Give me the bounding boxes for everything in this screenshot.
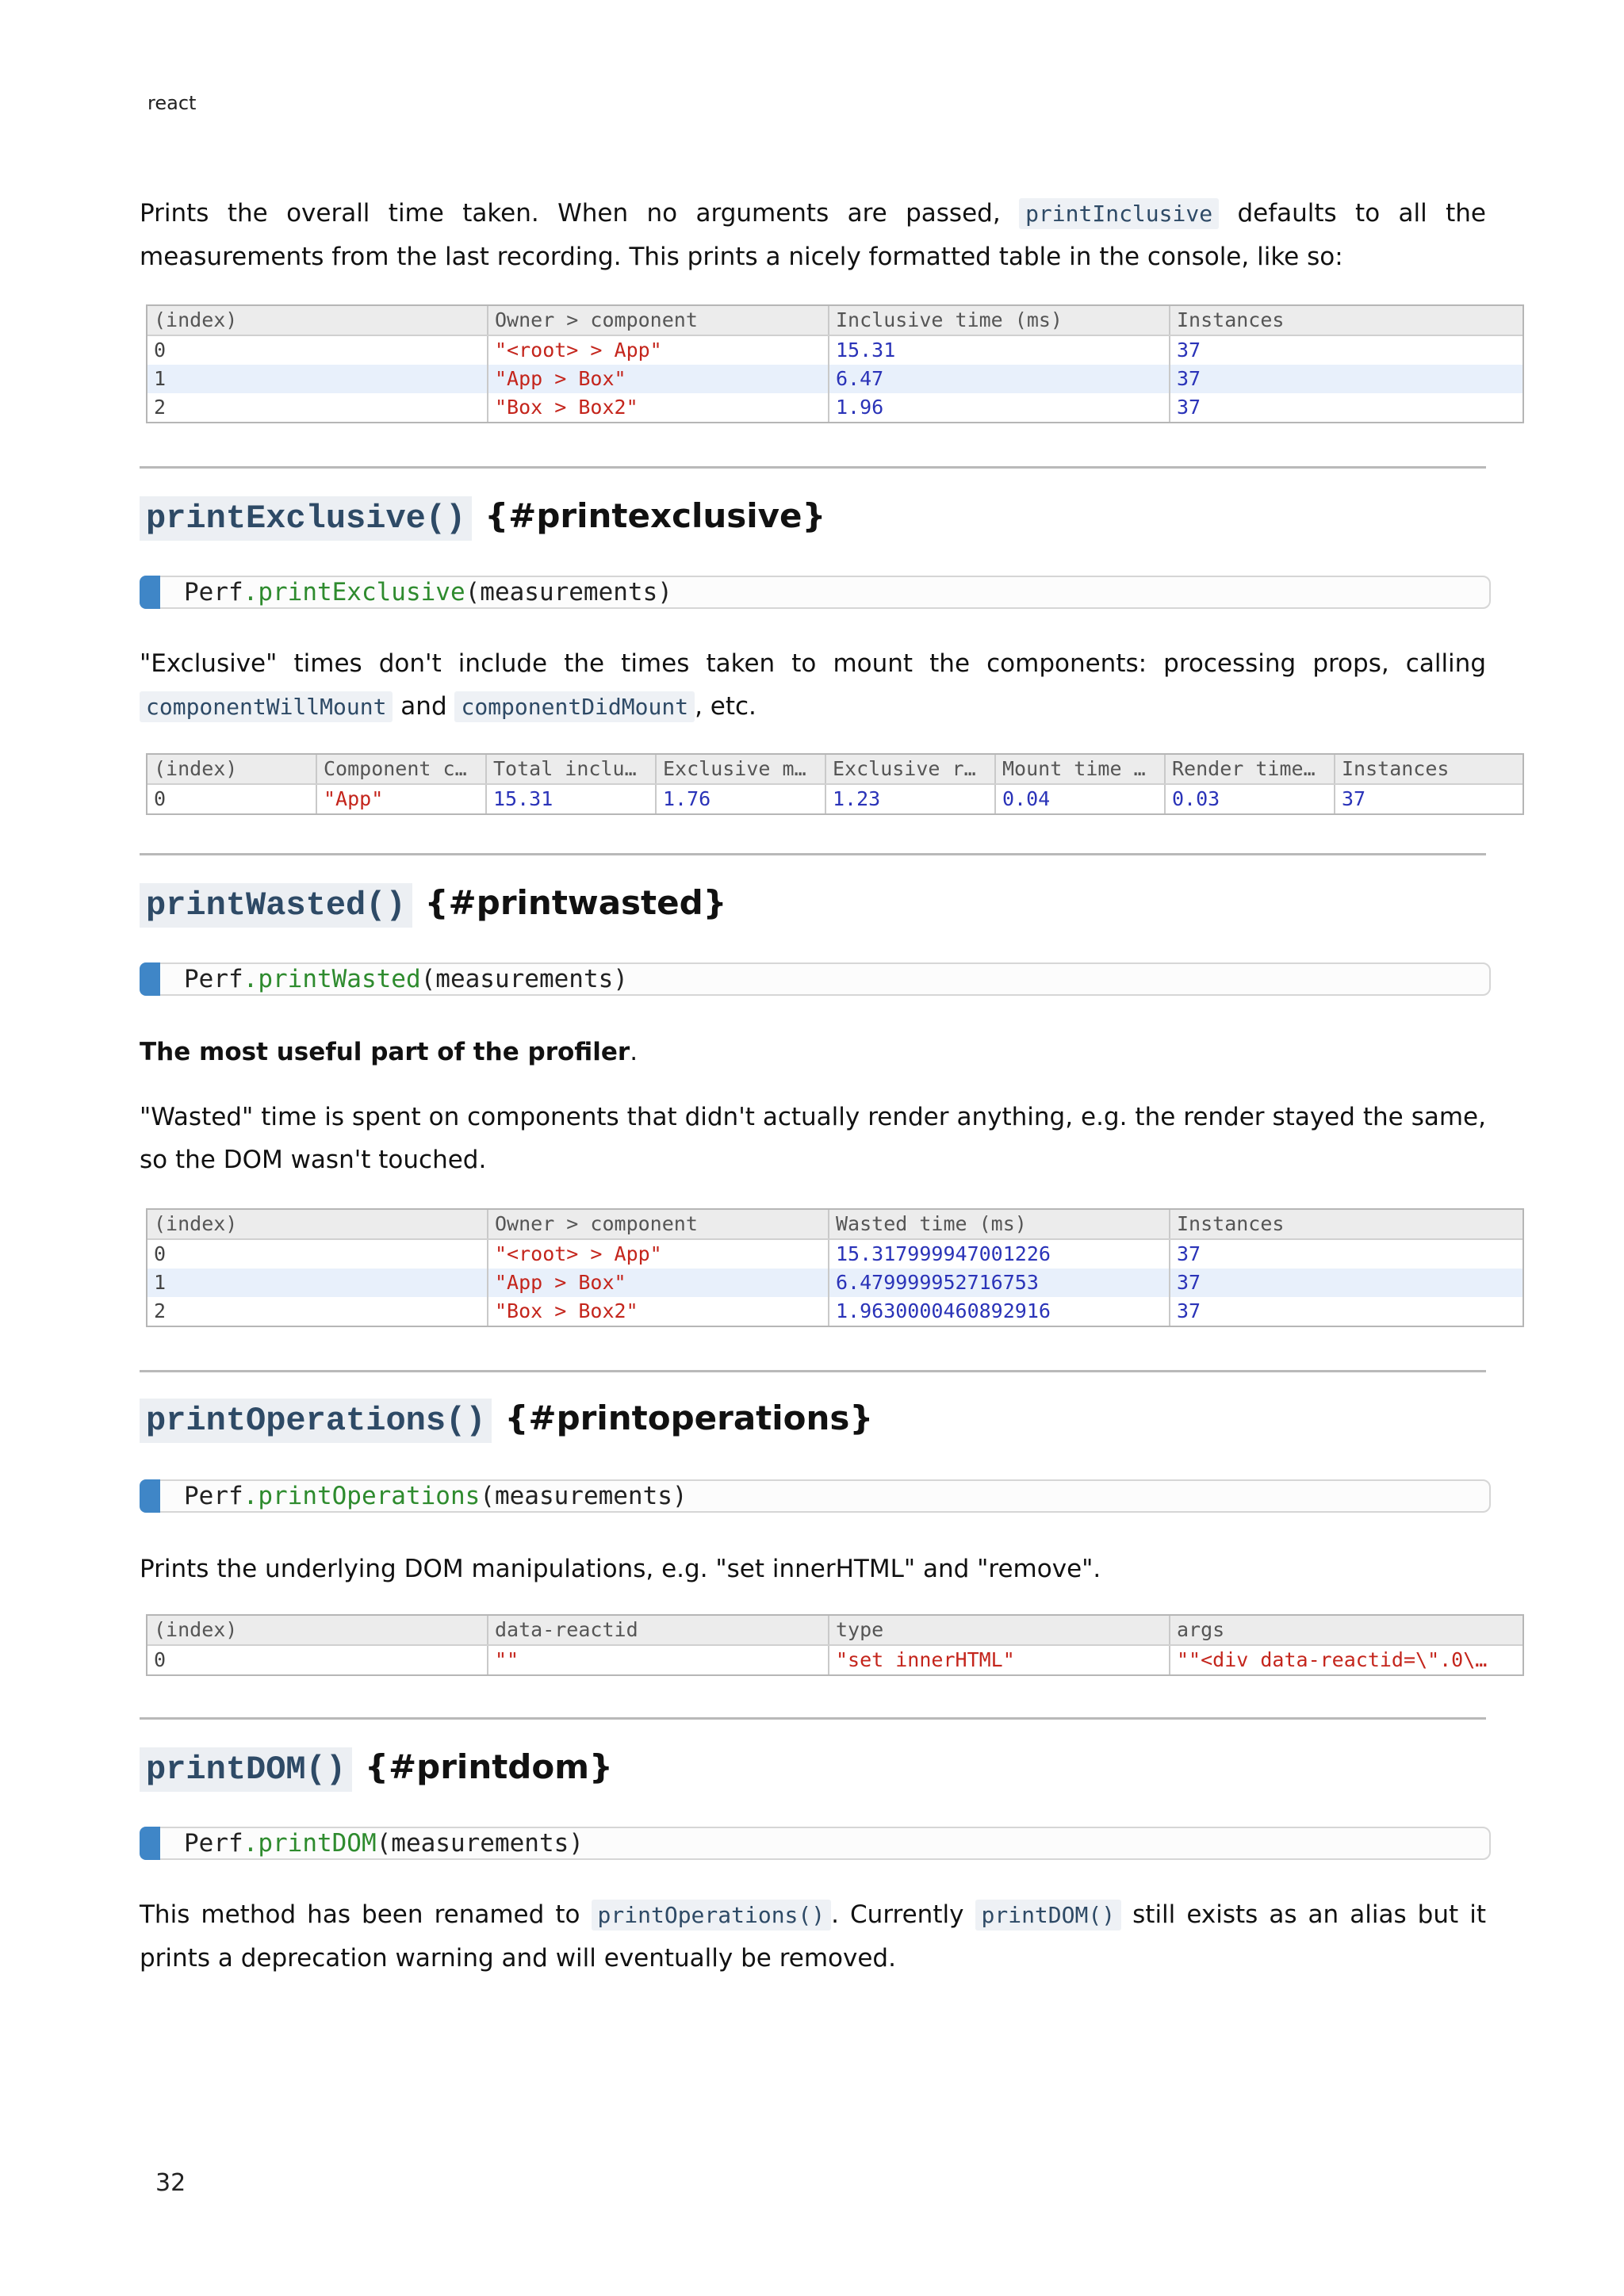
inline-code-printdom: printDOM() bbox=[975, 1900, 1122, 1931]
intro-paragraph bbox=[140, 192, 1486, 278]
code-block-printexclusive bbox=[140, 576, 1491, 609]
table-header-cell: type bbox=[829, 1616, 1170, 1644]
heading-function-name: printExclusive() bbox=[140, 496, 472, 541]
table-header-row bbox=[147, 306, 1522, 336]
table-cell: 37 bbox=[1177, 367, 1201, 390]
inline-code-printoperations: printOperations() bbox=[592, 1900, 832, 1931]
table-header-cell: data-reactid bbox=[488, 1616, 829, 1644]
code-method: printOperations bbox=[258, 1482, 481, 1510]
table-header-cell: (index) bbox=[147, 1616, 488, 1644]
printdom-text-3: still exists as an alias but it prints a deprecation warning and will eventually be removed. bbox=[140, 1900, 1486, 1973]
table-cell: 37 bbox=[1177, 396, 1201, 419]
table-cell: 37 bbox=[1342, 787, 1366, 810]
intro-text-1: Prints the overall time taken. When no arguments are passed, bbox=[140, 199, 1001, 228]
table-header-cell: Component c… bbox=[317, 755, 487, 783]
running-header: react bbox=[147, 92, 197, 114]
table-cell: "App > Box" bbox=[488, 365, 829, 393]
code-block-marker bbox=[140, 576, 160, 609]
table-row bbox=[147, 393, 1522, 422]
console-table-exclusive bbox=[146, 753, 1524, 815]
table-row bbox=[147, 336, 1522, 365]
table-header-cell: Exclusive m… bbox=[657, 755, 826, 783]
table-cell: 2 bbox=[147, 1297, 488, 1326]
exclusive-text-1: "Exclusive" times don't include the times taken to mount the components: processing props, calling bbox=[140, 649, 1486, 678]
heading-function-name: printDOM() bbox=[140, 1747, 352, 1792]
table-header-cell: Instances bbox=[1342, 757, 1450, 780]
inline-code-printinclusive: printInclusive bbox=[1019, 198, 1219, 229]
table-header-cell: (index) bbox=[147, 755, 317, 783]
heading-function-name: printOperations() bbox=[140, 1399, 492, 1443]
table-row bbox=[147, 785, 1522, 813]
table-header-cell: (index) bbox=[147, 306, 488, 335]
table-cell: "<root> > App" bbox=[488, 1240, 829, 1269]
code-block-printoperations bbox=[140, 1479, 1491, 1513]
heading-anchor: {#printwasted} bbox=[424, 883, 727, 922]
exclusive-text-2: and bbox=[400, 692, 447, 721]
printdom-paragraph bbox=[140, 1893, 1486, 1980]
bold-text: The most useful part of the profiler bbox=[140, 1038, 630, 1066]
table-cell: 37 bbox=[1177, 1242, 1201, 1265]
exclusive-paragraph bbox=[140, 642, 1486, 729]
table-cell: "set innerHTML" bbox=[829, 1646, 1170, 1674]
operations-text-1: Prints the underlying DOM manipulations, e.g. "set innerHTML" and "remove". bbox=[140, 1555, 1101, 1583]
table-header-cell: Instances bbox=[1177, 308, 1285, 331]
table-header-cell: Exclusive r… bbox=[826, 755, 996, 783]
inline-code-componentwillmount: componentWillMount bbox=[140, 691, 393, 722]
table-cell: 0 bbox=[147, 1646, 488, 1674]
code-block-marker bbox=[140, 1479, 160, 1513]
code-dot: . bbox=[243, 965, 259, 993]
table-header-cell: Owner > component bbox=[488, 1210, 829, 1238]
heading-anchor: {#printoperations} bbox=[504, 1399, 874, 1437]
table-header-cell: Total inclu… bbox=[487, 755, 657, 783]
console-table-operations bbox=[146, 1614, 1524, 1676]
table-cell: 0.04 bbox=[996, 785, 1166, 813]
table-cell: 15.317999947001226 bbox=[829, 1240, 1170, 1269]
table-header-row bbox=[147, 755, 1522, 785]
table-cell: 1.9630000460892916 bbox=[829, 1297, 1170, 1326]
table-cell: "Box > Box2" bbox=[488, 393, 829, 422]
bold-after: . bbox=[630, 1038, 638, 1066]
table-header-cell: Render time… bbox=[1166, 755, 1335, 783]
heading-printexclusive bbox=[140, 496, 825, 538]
code-block-marker bbox=[140, 1827, 160, 1860]
console-table-wasted bbox=[146, 1208, 1524, 1327]
table-cell: "App > Box" bbox=[488, 1269, 829, 1297]
table-cell: "" bbox=[488, 1646, 829, 1674]
table-header-row bbox=[147, 1210, 1522, 1240]
code-args: (measurements) bbox=[376, 1829, 584, 1858]
heading-function-name: printWasted() bbox=[140, 883, 412, 928]
page-number: 32 bbox=[155, 2169, 186, 2197]
code-method: printWasted bbox=[258, 965, 421, 993]
printdom-text-2: . Currently bbox=[831, 1900, 964, 1929]
section-divider bbox=[140, 466, 1486, 469]
table-cell: ""<div data-reactid=\".0\… bbox=[1177, 1648, 1488, 1671]
code-block-printdom bbox=[140, 1827, 1491, 1860]
table-cell: 1.96 bbox=[829, 393, 1170, 422]
code-block-marker bbox=[140, 962, 160, 996]
console-table-inclusive bbox=[146, 304, 1524, 423]
table-header-cell: Wasted time (ms) bbox=[829, 1210, 1170, 1238]
heading-printdom bbox=[140, 1747, 613, 1789]
table-cell: 0 bbox=[147, 336, 488, 365]
section-divider bbox=[140, 1370, 1486, 1372]
operations-paragraph bbox=[140, 1548, 1486, 1590]
code-dot: . bbox=[243, 1482, 259, 1510]
table-cell: 37 bbox=[1177, 339, 1201, 362]
table-cell: 2 bbox=[147, 393, 488, 422]
table-cell: 6.47 bbox=[829, 365, 1170, 393]
table-header-cell: Inclusive time (ms) bbox=[829, 306, 1170, 335]
table-header-cell: args bbox=[1177, 1618, 1225, 1641]
section-divider bbox=[140, 1717, 1486, 1720]
table-cell: 37 bbox=[1177, 1299, 1201, 1322]
wasted-paragraph bbox=[140, 1096, 1486, 1181]
section-divider bbox=[140, 853, 1486, 855]
table-header-cell: Owner > component bbox=[488, 306, 829, 335]
table-cell: 6.479999952716753 bbox=[829, 1269, 1170, 1297]
heading-printoperations bbox=[140, 1399, 873, 1440]
code-object: Perf bbox=[184, 965, 243, 993]
code-line bbox=[184, 1481, 688, 1511]
table-cell: 0 bbox=[147, 785, 317, 813]
table-row bbox=[147, 1297, 1522, 1326]
table-header-cell: Mount time … bbox=[996, 755, 1166, 783]
code-object: Perf bbox=[184, 1482, 243, 1510]
heading-printwasted bbox=[140, 883, 727, 924]
table-row bbox=[147, 1240, 1522, 1269]
table-row bbox=[147, 365, 1522, 393]
code-method: printDOM bbox=[258, 1829, 377, 1858]
table-cell: "App" bbox=[317, 785, 487, 813]
heading-anchor: {#printdom} bbox=[365, 1747, 613, 1786]
code-block-printwasted bbox=[140, 962, 1491, 996]
code-args: (measurements) bbox=[480, 1482, 688, 1510]
inline-code-componentdidmount: componentDidMount bbox=[454, 691, 695, 722]
code-object: Perf bbox=[184, 578, 243, 607]
table-cell: "<root> > App" bbox=[488, 336, 829, 365]
code-dot: . bbox=[243, 1829, 259, 1858]
table-cell: 1.76 bbox=[657, 785, 826, 813]
printdom-text-1: This method has been renamed to bbox=[140, 1900, 580, 1929]
code-line bbox=[184, 1828, 584, 1858]
table-cell: 1 bbox=[147, 1269, 488, 1297]
code-line bbox=[184, 964, 628, 994]
table-cell: 1 bbox=[147, 365, 488, 393]
table-header-cell: (index) bbox=[147, 1210, 488, 1238]
table-cell: 1.23 bbox=[826, 785, 996, 813]
wasted-text-1: "Wasted" time is spent on components that didn't actually render anything, e.g. the render stayed the same, so the DOM wasn't touched. bbox=[140, 1103, 1486, 1174]
table-cell: 15.31 bbox=[487, 785, 657, 813]
table-cell: 15.31 bbox=[829, 336, 1170, 365]
code-line bbox=[184, 577, 672, 607]
heading-anchor: {#printexclusive} bbox=[485, 496, 826, 535]
table-cell: 0 bbox=[147, 1240, 488, 1269]
exclusive-text-3: , etc. bbox=[695, 692, 756, 721]
table-cell: 37 bbox=[1177, 1271, 1201, 1294]
table-cell: 0.03 bbox=[1166, 785, 1335, 813]
code-args: (measurements) bbox=[420, 965, 628, 993]
table-cell: "Box > Box2" bbox=[488, 1297, 829, 1326]
table-row bbox=[147, 1269, 1522, 1297]
code-args: (measurements) bbox=[465, 578, 672, 607]
table-header-row bbox=[147, 1616, 1522, 1646]
code-object: Perf bbox=[184, 1829, 243, 1858]
wasted-bold-note bbox=[140, 1031, 638, 1073]
intro-text-2: defaults to all the measurements from the last recording. This prints a nicely formatted table in the console, like so: bbox=[140, 199, 1486, 271]
code-dot: . bbox=[243, 578, 259, 607]
table-row bbox=[147, 1646, 1522, 1674]
table-header-cell: Instances bbox=[1177, 1212, 1285, 1235]
code-method: printExclusive bbox=[258, 578, 465, 607]
